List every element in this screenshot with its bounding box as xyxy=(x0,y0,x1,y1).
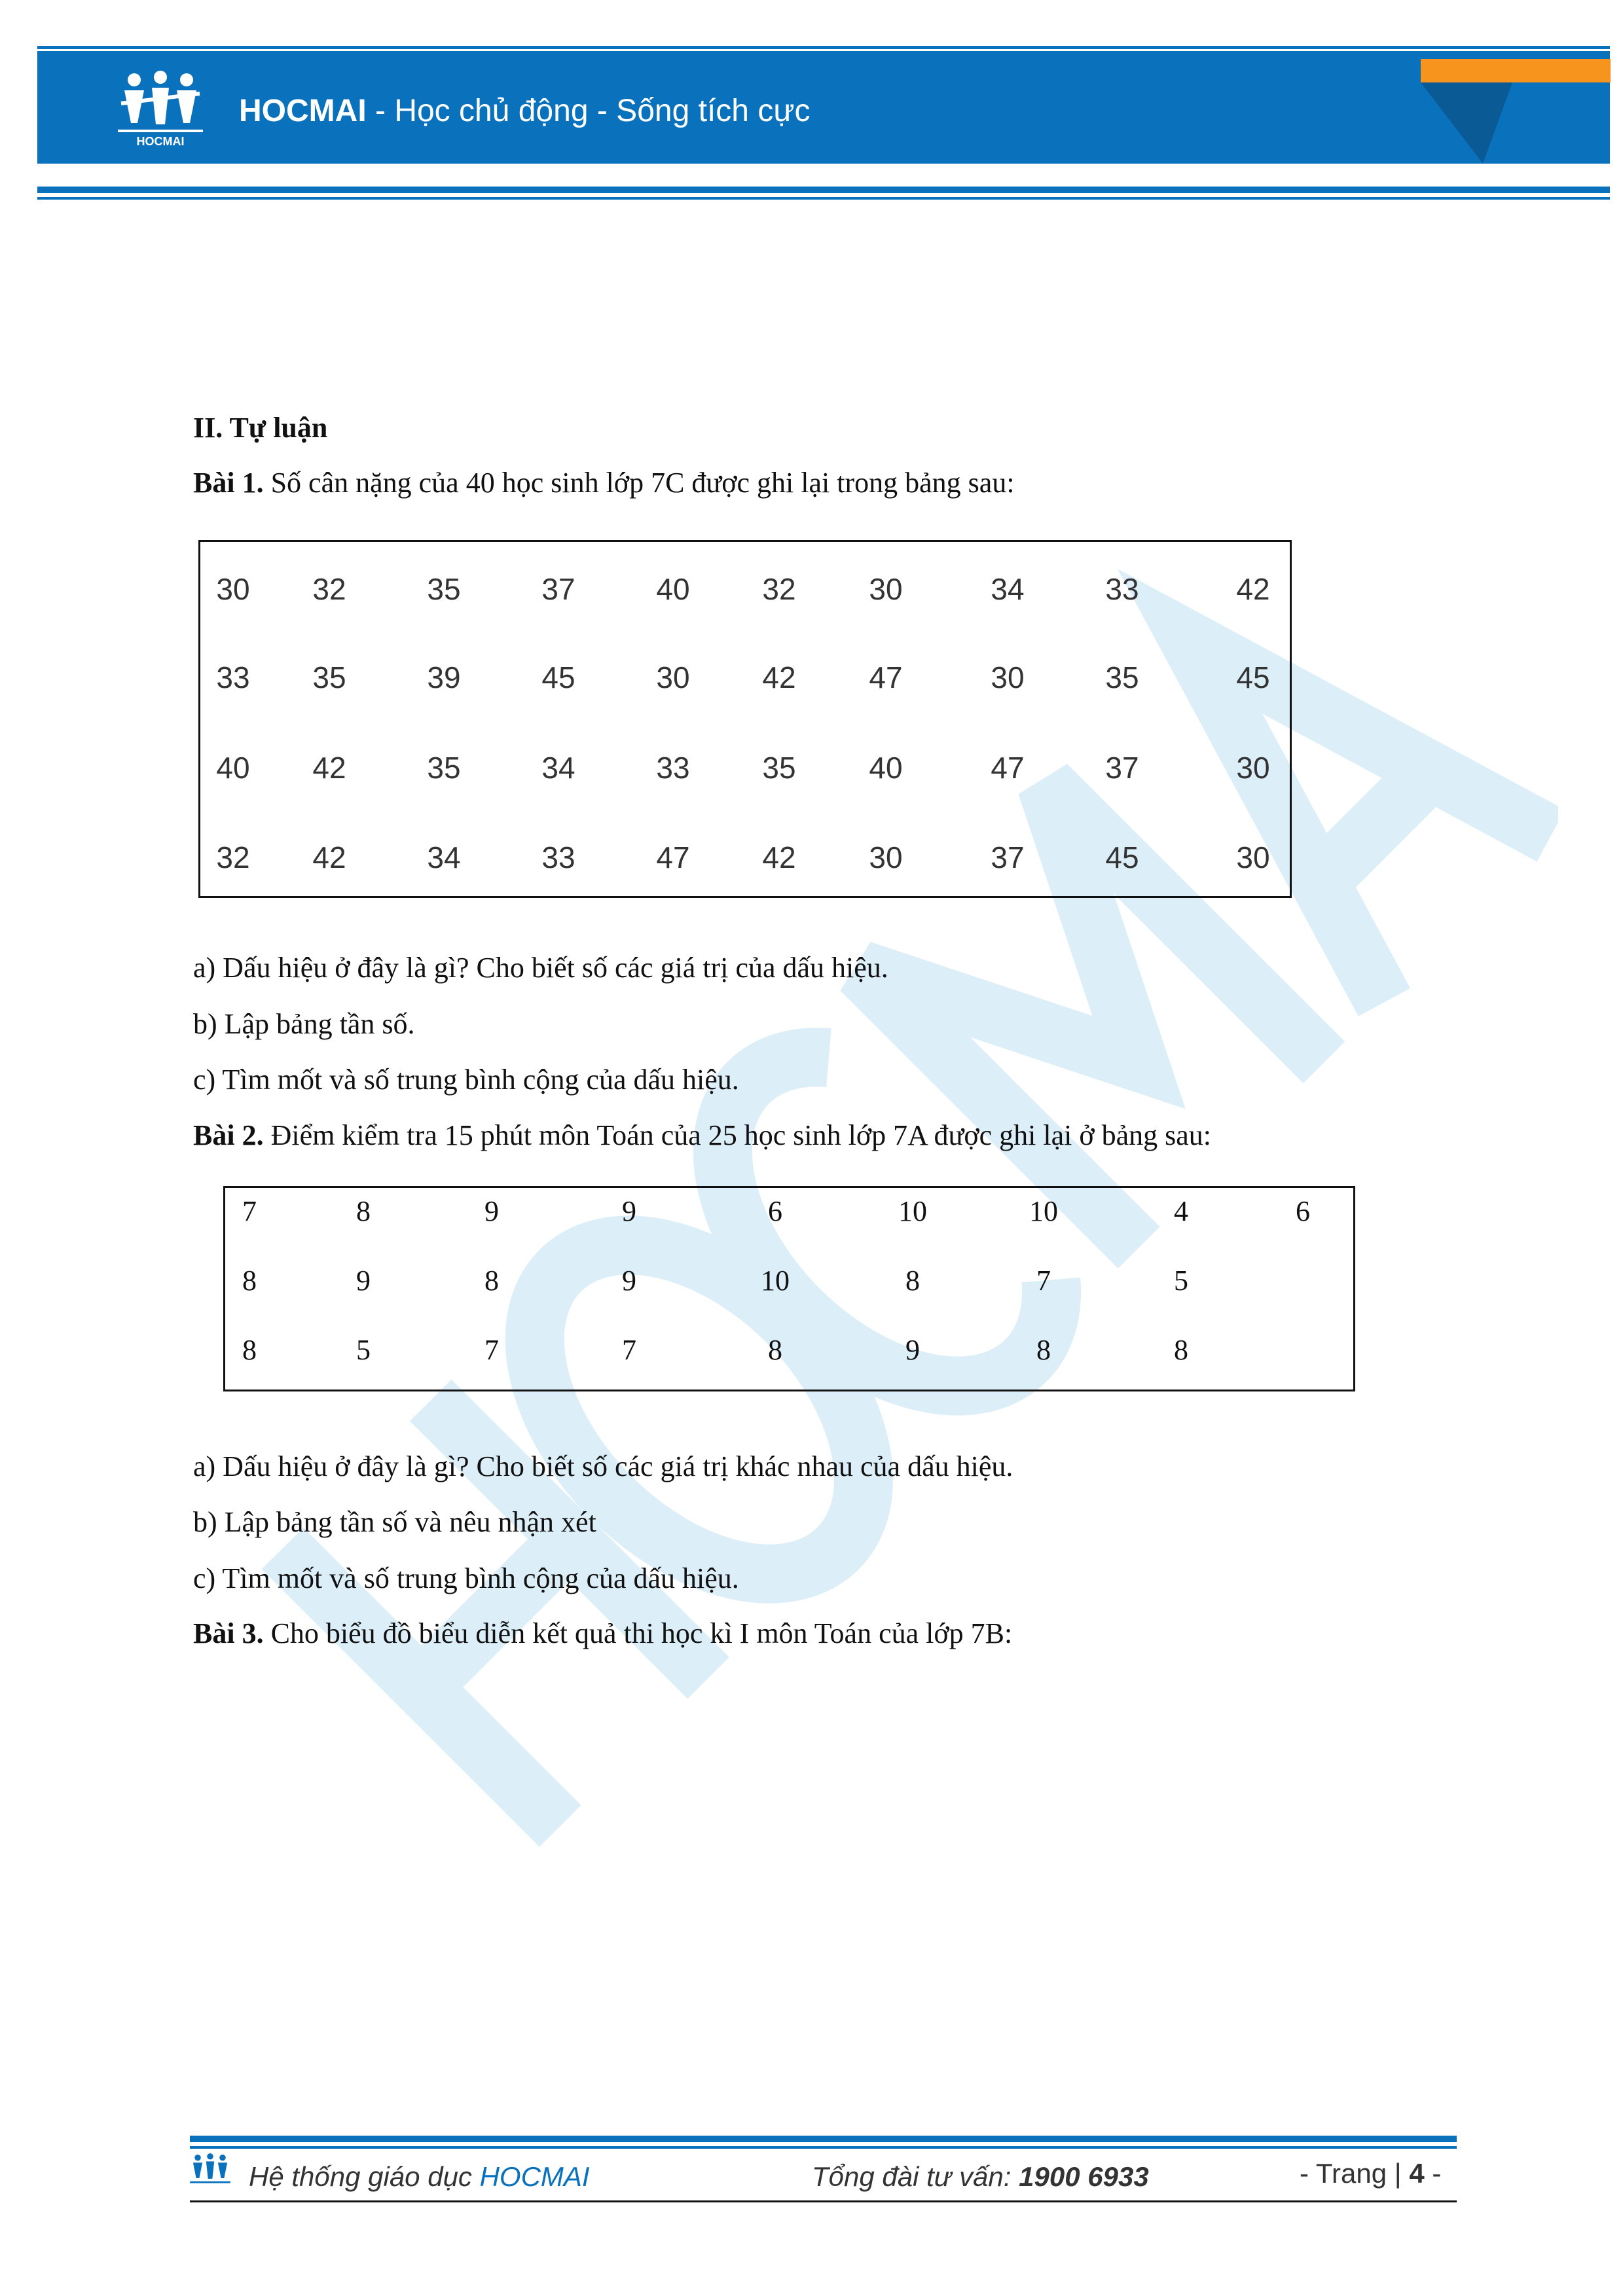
bai3-text: Cho biểu đồ biểu diễn kết quả thi học kì I môn Toán của lớp 7B: xyxy=(263,1617,1013,1649)
bai1-question-c: c) Tìm mốt và số trung bình cộng của dấu hiệu. xyxy=(193,1064,739,1096)
footer-bottom-rule xyxy=(190,2200,1457,2202)
table-cell: 7 xyxy=(622,1334,636,1366)
table-cell: 10 xyxy=(898,1195,927,1227)
table-cell: 42 xyxy=(312,751,346,785)
bai2-data-table xyxy=(223,1186,1355,1391)
table-cell: 4 xyxy=(1174,1195,1188,1227)
section-title: II. Tự luận xyxy=(193,412,328,444)
table-cell: 47 xyxy=(869,660,903,694)
bai2-statement xyxy=(193,1119,1211,1152)
table-cell: 33 xyxy=(541,840,575,874)
footer-system-brand: HOCMAI xyxy=(479,2161,590,2192)
table-cell: 37 xyxy=(541,572,575,606)
table-cell: 40 xyxy=(656,572,690,606)
table-cell: 9 xyxy=(622,1195,636,1227)
table-cell: 33 xyxy=(656,751,690,785)
table-cell: 42 xyxy=(312,840,346,874)
table-cell: 6 xyxy=(768,1195,782,1227)
table-cell: 40 xyxy=(216,751,250,785)
header-accent-triangle xyxy=(1421,82,1512,164)
table-cell: 8 xyxy=(242,1265,257,1297)
table-cell: 37 xyxy=(991,840,1025,874)
table-cell: 35 xyxy=(427,572,461,606)
table-cell: 30 xyxy=(1236,751,1270,785)
header-brand: HOCMAI xyxy=(239,94,367,128)
bai2-question-a: a) Dấu hiệu ở đây là gì? Cho biết số các giá trị khác nhau của dấu hiệu. xyxy=(193,1450,1013,1482)
bai3-statement xyxy=(193,1617,1012,1650)
footer-page-prefix: - Trang | xyxy=(1300,2158,1410,2189)
table-cell: 32 xyxy=(762,572,796,606)
bai1-statement xyxy=(193,466,1015,499)
bai2-label: Bài 2. xyxy=(193,1119,264,1151)
bai1-label: Bài 1. xyxy=(193,467,264,499)
table-cell: 8 xyxy=(905,1265,920,1297)
table-cell: 30 xyxy=(216,572,250,606)
footer-system xyxy=(249,2161,590,2193)
table-cell: 35 xyxy=(427,751,461,785)
table-cell: 9 xyxy=(905,1334,920,1366)
table-cell: 32 xyxy=(312,572,346,606)
table-cell: 30 xyxy=(1236,840,1270,874)
bai3-label: Bài 3. xyxy=(193,1617,264,1649)
table-cell: 30 xyxy=(869,840,903,874)
bai2-text: Điểm kiểm tra 15 phút môn Toán của 25 học sinh lớp 7A được ghi lại ở bảng sau: xyxy=(263,1119,1212,1151)
table-cell: 5 xyxy=(1174,1265,1188,1297)
footer-hotline-label: Tổng đài tư vấn: xyxy=(812,2161,1019,2192)
table-cell: 5 xyxy=(356,1334,371,1366)
table-cell: 10 xyxy=(1029,1195,1058,1227)
footer-page-value: 4 xyxy=(1409,2158,1425,2189)
header-rule-thick xyxy=(37,187,1610,193)
table-cell: 45 xyxy=(1105,840,1139,874)
table-cell: 8 xyxy=(768,1334,782,1366)
table-cell: 6 xyxy=(1296,1195,1310,1227)
footer-rule-thick xyxy=(190,2136,1457,2142)
table-cell: 34 xyxy=(541,751,575,785)
table-cell: 30 xyxy=(991,660,1025,694)
table-cell: 40 xyxy=(869,751,903,785)
header-rule-thin xyxy=(37,197,1610,200)
table-cell: 47 xyxy=(656,840,690,874)
table-cell: 42 xyxy=(1236,572,1270,606)
table-cell: 33 xyxy=(216,660,250,694)
table-cell: 8 xyxy=(1174,1334,1188,1366)
table-cell: 9 xyxy=(622,1265,636,1297)
table-cell: 8 xyxy=(484,1265,499,1297)
header-title xyxy=(239,93,810,129)
table-cell: 47 xyxy=(991,751,1025,785)
header-top-line xyxy=(37,46,1610,49)
table-cell: 35 xyxy=(312,660,346,694)
table-cell: 37 xyxy=(1105,751,1139,785)
header-separator: - xyxy=(366,94,395,128)
bai1-text: Số cân nặng của 40 học sinh lớp 7C được ghi lại trong bảng sau: xyxy=(263,467,1015,499)
footer-page-number xyxy=(1300,2158,1441,2189)
table-cell: 7 xyxy=(1036,1265,1051,1297)
table-cell: 30 xyxy=(656,660,690,694)
footer-hotline-number: 1900 6933 xyxy=(1019,2161,1149,2192)
table-cell: 32 xyxy=(216,840,250,874)
table-cell: 8 xyxy=(356,1195,371,1227)
table-cell: 9 xyxy=(484,1195,499,1227)
table-cell: 33 xyxy=(1105,572,1139,606)
table-cell: 7 xyxy=(484,1334,499,1366)
table-cell: 34 xyxy=(427,840,461,874)
table-cell: 35 xyxy=(1105,660,1139,694)
table-cell: 42 xyxy=(762,840,796,874)
table-cell: 45 xyxy=(1236,660,1270,694)
table-cell: 30 xyxy=(869,572,903,606)
table-cell: 42 xyxy=(762,660,796,694)
footer-page-suffix: - xyxy=(1424,2158,1442,2189)
table-cell: 10 xyxy=(761,1265,790,1297)
table-cell: 45 xyxy=(541,660,575,694)
table-cell: 39 xyxy=(427,660,461,694)
footer-hotline xyxy=(812,2161,1149,2193)
bai1-question-a: a) Dấu hiệu ở đây là gì? Cho biết số các giá trị của dấu hiệu. xyxy=(193,952,888,984)
footer-system-prefix: Hệ thống giáo dục xyxy=(249,2161,480,2192)
svg-text:HOCMAI: HOCMAI xyxy=(136,135,185,148)
table-cell: 35 xyxy=(762,751,796,785)
bai1-data-table xyxy=(198,540,1292,898)
bai2-question-c: c) Tìm mốt và số trung bình cộng của dấu hiệu. xyxy=(193,1562,739,1594)
footer-logo-icon xyxy=(190,2153,230,2190)
table-cell: 34 xyxy=(991,572,1025,606)
table-cell: 9 xyxy=(356,1265,371,1297)
hocmai-logo-icon xyxy=(118,71,203,148)
bai1-question-b: b) Lập bảng tần số. xyxy=(193,1008,415,1040)
header-slogan: Học chủ động - Sống tích cực xyxy=(394,94,811,128)
header-accent-bar xyxy=(1421,59,1611,82)
table-cell: 8 xyxy=(1036,1334,1051,1366)
table-cell: 8 xyxy=(242,1334,257,1366)
footer-rule-thin xyxy=(190,2146,1457,2149)
table-cell: 7 xyxy=(242,1195,257,1227)
bai2-question-b: b) Lập bảng tần số và nêu nhận xét xyxy=(193,1506,596,1538)
